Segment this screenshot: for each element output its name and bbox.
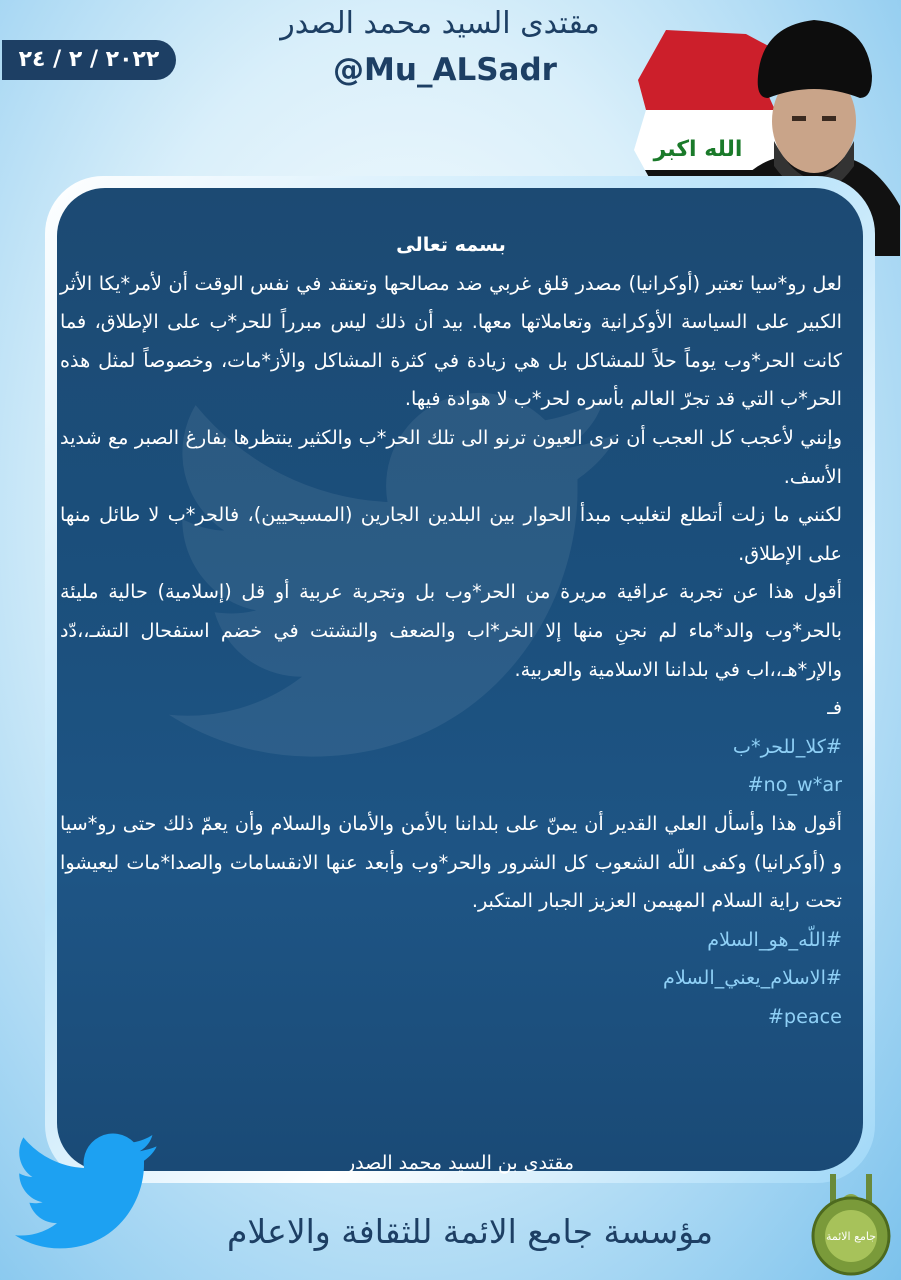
date-badge: ٢٠٢٢ / ٢ / ٢٤ xyxy=(2,40,176,80)
signature: مقتدى بن السيد محمد الصدر xyxy=(345,1152,575,1174)
organization-emblem xyxy=(806,1170,896,1276)
tweet-body xyxy=(60,226,842,1036)
hashtag-link[interactable]: #no_w*ar xyxy=(747,773,842,797)
twitter-handle[interactable]: @Mu_ALSadr xyxy=(333,52,557,88)
hashtag-link[interactable]: #الاسلام_يعني_السلام xyxy=(663,966,842,990)
hashtag-link[interactable]: #كلا_للحر*ب xyxy=(732,734,842,758)
paragraph: أقول هذا وأسأل العلي القدير أن يمنّ على بلداننا بالأمن والأمان والسلام وأن يعمّ ذلك حتى رو*سيا و (أوكرانيا) وكفى اللّه الشعوب كل الشرور والحر*وب وأبعد عنها الانقسامات والصدا*مات ليعيشوا تحت راية السلام المهيمن العزيز الجبار المتكبر. xyxy=(60,811,842,913)
paragraph: أقول هذا عن تجربة عراقية مريرة من الحر*وب بل وتجربة عربية أو قل (إسلامية) حالية مليئة بالحر*وب والد*ماء لم نجنِ منها إلا الخر*اب والضعف والتشتت في خضم استفحال التشـ،،دّد والإر*هـ،،اب في بلداننا الاسلامية والعربية. xyxy=(60,580,842,681)
emblem-text: جامع الائمة xyxy=(825,1230,877,1243)
hashtag-link[interactable]: #peace xyxy=(767,1004,842,1028)
flag-text: الله اكبر xyxy=(653,137,743,162)
organization-name: مؤسسة جامع الائمة للثقافة والاعلام xyxy=(227,1212,713,1251)
twitter-bird-icon xyxy=(12,1132,162,1252)
paragraph: فـ xyxy=(827,696,842,720)
paragraph: لعل رو*سيا تعتبر (أوكرانيا) مصدر قلق غربي ضد مصالحها وتعتقد في نفس الوقت أن لأمر*يكا الأثر الكبير على السياسة الأوكرانية وتعاملاتها معها. بيد أن ذلك ليس مبرراً للحر*ب على الإطلاق، فما كانت الحر*وب يوماً حلاً للمشاكل بل هي زيادة في كثرة المشاكل والأز*مات، وخصوصاً لمثل هذه الحر*ب التي قد تجرّ العالم بأسره لحر*ب لا هوادة فيها. xyxy=(60,271,842,411)
hashtag-link[interactable]: #اللّه_هو_السلام xyxy=(707,927,842,951)
paragraph: وإنني لأعجب كل العجب أن نرى العيون ترنو الى تلك الحر*ب والكثير ينتظرها بفارغ الصبر مع شديد الأسف. xyxy=(60,425,842,488)
paragraph: لكنني ما زلت أتطلع لتغليب مبدأ الحوار بين البلدين الجارين (المسيحيين)، فالحر*ب لا طائل منها على الإطلاق. xyxy=(60,503,842,565)
post-heading: بسمه تعالى xyxy=(396,233,506,256)
author-name: مقتدى السيد محمد الصدر xyxy=(280,6,600,41)
